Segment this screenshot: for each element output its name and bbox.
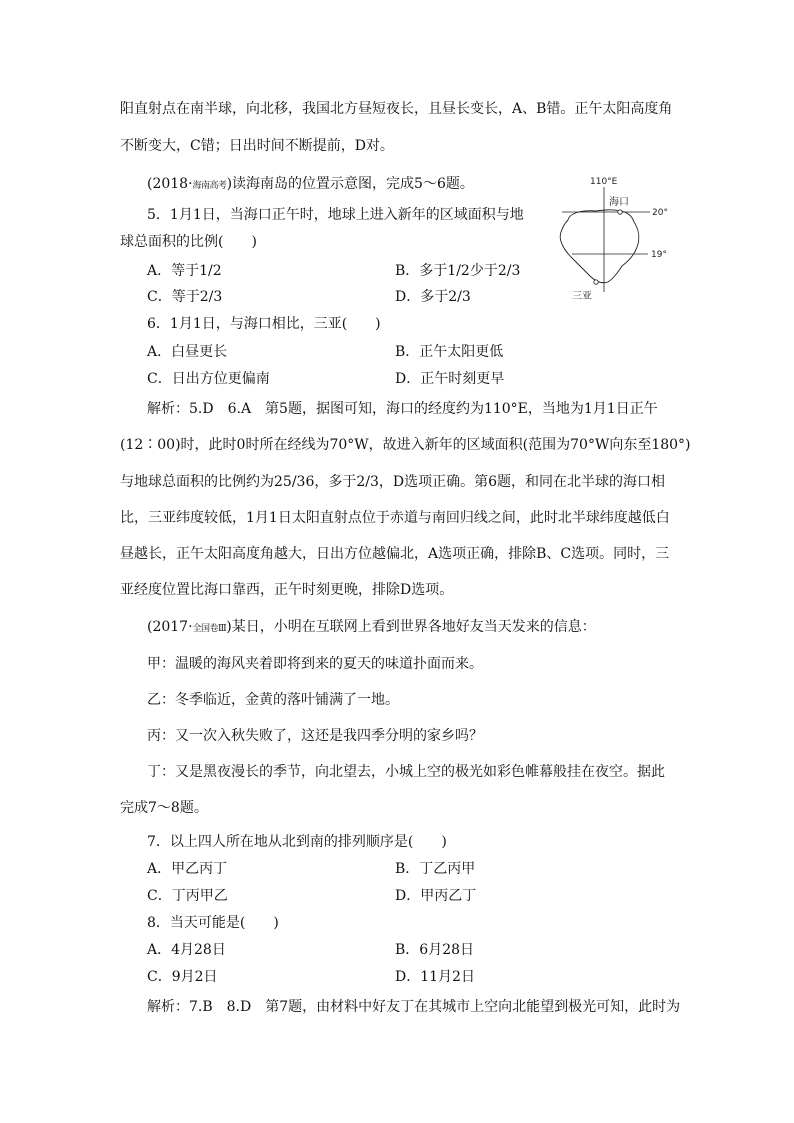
q5-stem-line-2: 球总面积的比例( ) xyxy=(120,234,257,250)
group1-heading xyxy=(147,175,474,195)
q5-option-d[interactable]: D．多于2/3 xyxy=(395,289,471,305)
message-ding-line-2: 完成7～8题。 xyxy=(120,800,208,816)
message-bing: 丙：又一次入秋失败了，这还是我四季分明的家乡吗？ xyxy=(147,728,483,744)
q8-option-a[interactable]: A．4月28日 xyxy=(147,942,226,958)
q5-option-b[interactable]: B．多于1/2少于2/3 xyxy=(395,263,521,279)
group2-source-close: ) xyxy=(226,619,232,635)
message-yi: 乙：冬季临近，金黄的落叶铺满了一地。 xyxy=(147,692,399,708)
q5-option-c[interactable]: C．等于2/3 xyxy=(147,289,223,305)
explanation-5-6-line-6: 亚经度位置比海口靠西，正午时刻更晚，排除D选项。 xyxy=(120,582,454,598)
map-lat-20-label: 20° xyxy=(652,208,668,218)
message-ding-line-1: 丁：又是黑夜漫长的季节，向北望去，小城上空的极光如彩色帷幕般挂在夜空。据此 xyxy=(147,764,665,780)
group2-heading xyxy=(147,618,596,638)
group2-stem: 某日，小明在互联网上看到世界各地好友当天发来的信息： xyxy=(231,619,596,635)
group2-source-open: (2017· xyxy=(147,619,193,635)
group1-stem: 读海南岛的位置示意图，完成5～6题。 xyxy=(232,176,474,192)
explanation-7-8-line-1: 解析：7.B 8.D 第7题，由材料中好友丁在其城市上空向北能望到极光可知，此时为 xyxy=(147,999,681,1015)
explanation-5-6-line-4: 比，三亚纬度较低，1月1日太阳直射点位于赤道与南回归线之间，此时北半球纬度越低白 xyxy=(120,510,670,526)
map-longitude-label: 110°E xyxy=(590,177,618,187)
map-lat-19-label: 19° xyxy=(651,250,667,260)
group1-source-open: (2018· xyxy=(147,176,193,192)
hainan-map-figure xyxy=(548,174,678,304)
q6-stem: 6．1月1日，与海口相比，三亚( ) xyxy=(147,316,381,332)
q7-option-d[interactable]: D．甲丙乙丁 xyxy=(395,888,477,904)
q8-stem: 8．当天可能是( ) xyxy=(147,915,279,931)
q8-option-c[interactable]: C．9月2日 xyxy=(147,969,218,985)
q8-option-b[interactable]: B．6月28日 xyxy=(395,942,475,958)
message-jia: 甲：温暖的海风夹着即将到来的夏天的味道扑面而来。 xyxy=(147,656,483,672)
map-sanya-label: 三亚 xyxy=(572,291,592,302)
map-haikou-label: 海口 xyxy=(609,197,629,208)
intro-line-2: 不断变大，C错；日出时间不断提前，D对。 xyxy=(120,138,394,154)
map-haikou-marker xyxy=(618,210,622,214)
group1-source-close: ) xyxy=(226,176,233,192)
q6-option-a[interactable]: A．白昼更长 xyxy=(147,344,228,360)
q6-option-c[interactable]: C．日出方位更偏南 xyxy=(147,371,270,387)
q6-option-d[interactable]: D．正午时刻更早 xyxy=(395,371,505,387)
map-island-outline xyxy=(560,210,639,283)
explanation-5-6-line-5: 昼越长，正午太阳高度角越大，日出方位越偏北，A选项正确，排除B、C选项。同时，三 xyxy=(120,546,670,562)
q5-stem-line-1: 5．1月1日，当海口正午时，地球上进入新年的区域面积与地 xyxy=(147,207,524,223)
q8-option-d[interactable]: D．11月2日 xyxy=(395,969,475,985)
map-sanya-marker xyxy=(594,280,598,284)
q7-stem: 7．以上四人所在地从北到南的排列顺序是( ) xyxy=(147,834,447,850)
q7-option-b[interactable]: B．丁乙丙甲 xyxy=(395,861,476,877)
explanation-5-6-line-1: 解析：5.D 6.A 第5题，据图可知，海口的经度约为110°E，当地为1月1日正午 xyxy=(147,401,658,417)
group1-source-tag: 海南高考 xyxy=(192,181,227,191)
explanation-5-6-line-3: 与地球总面积的比例约为25/36，多于2/3，D选项正确。第6题，和同在北半球的海口相 xyxy=(120,474,666,490)
q5-option-a[interactable]: A．等于1/2 xyxy=(147,263,222,279)
q7-option-a[interactable]: A．甲乙丙丁 xyxy=(147,861,228,877)
group2-source-tag: 全国卷Ⅲ xyxy=(192,624,227,634)
explanation-5-6-line-2: (12∶00)时，此时0时所在经线为70°W，故进入新年的区域面积(范围为70°W向东至180°) xyxy=(120,437,691,453)
q7-option-c[interactable]: C．丁丙甲乙 xyxy=(147,888,228,904)
q6-option-b[interactable]: B．正午太阳更低 xyxy=(395,344,504,360)
intro-line-1: 阳直射点在南半球，向北移，我国北方昼短夜长，且昼长变长，A、B错。正午太阳高度角 xyxy=(120,101,673,117)
